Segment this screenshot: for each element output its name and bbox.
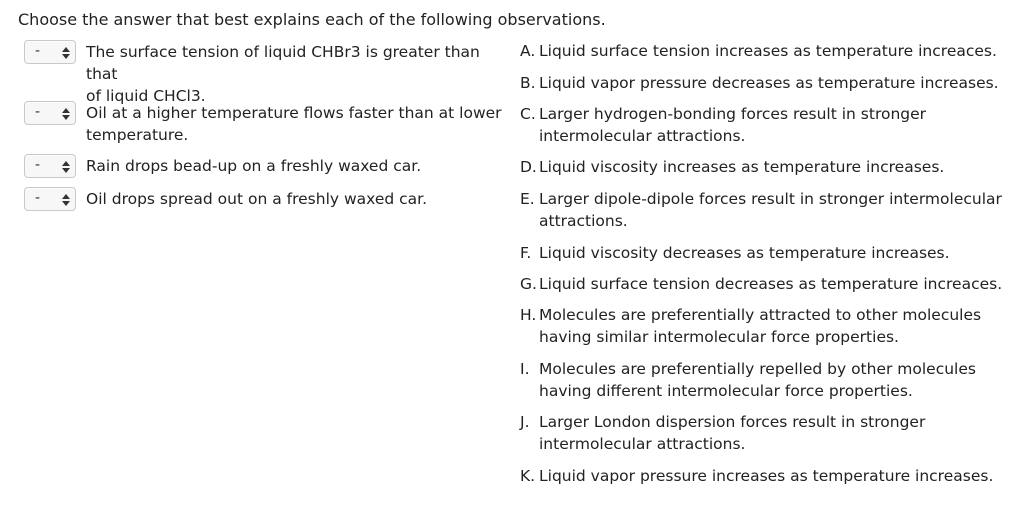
- answer-line: Liquid surface tension increases as temperature increaces.: [539, 42, 997, 60]
- question-text-1: [86, 41, 506, 107]
- answer-line: Liquid viscosity decreases as temperature increases.: [539, 244, 950, 262]
- question-line: Oil at a higher temperature flows faster than at lower: [86, 104, 502, 122]
- answer-line: Liquid surface tension decreases as temperature increaces.: [539, 275, 1003, 293]
- answer-line: intermolecular attractions.: [539, 127, 746, 145]
- select-value: -: [35, 190, 41, 206]
- up-down-arrows-icon: [62, 47, 70, 59]
- answer-letter: I.: [520, 360, 530, 378]
- answer-line: Molecules are preferentially attracted to other molecules: [539, 306, 982, 324]
- answer-line: having similar intermolecular force properties.: [539, 328, 899, 346]
- answer-line: intermolecular attractions.: [539, 435, 746, 453]
- answer-letter: K.: [520, 467, 536, 485]
- question-text-4: [86, 188, 506, 210]
- answer-line: Larger London dispersion forces result in stronger: [539, 413, 926, 431]
- answer-select-2[interactable]: [24, 101, 76, 125]
- answer-line: Larger hydrogen-bonding forces result in stronger: [539, 105, 927, 123]
- question-line: Oil drops spread out on a freshly waxed car.: [86, 190, 428, 208]
- answer-letter: G.: [520, 275, 537, 293]
- answer-letter: B.: [520, 74, 536, 92]
- answer-line: Larger dipole-dipole forces result in stronger intermolecular: [539, 190, 1002, 208]
- answer-select-3[interactable]: [24, 154, 76, 178]
- question-text-3: [86, 155, 506, 177]
- question-line: temperature.: [86, 126, 189, 144]
- up-down-arrows-icon: [62, 194, 70, 206]
- answer-letter: J.: [520, 413, 530, 431]
- answer-line: Liquid vapor pressure increases as temperature increases.: [539, 467, 994, 485]
- answer-line: Liquid viscosity increases as temperature increases.: [539, 158, 945, 176]
- answer-letter: D.: [520, 158, 537, 176]
- answer-line: attractions.: [539, 212, 628, 230]
- up-down-arrows-icon: [62, 108, 70, 120]
- answer-letter: C.: [520, 105, 536, 123]
- select-value: -: [35, 104, 41, 120]
- up-down-arrows-icon: [62, 161, 70, 173]
- question-line: Rain drops bead-up on a freshly waxed car.: [86, 157, 422, 175]
- answer-select-1[interactable]: [24, 40, 76, 64]
- question-line: The surface tension of liquid CHBr3 is greater than that: [86, 43, 480, 83]
- answer-letter: E.: [520, 190, 535, 208]
- answer-letter: A.: [520, 42, 536, 60]
- answer-letter: H.: [520, 306, 537, 324]
- answer-line: having different intermolecular force properties.: [539, 382, 913, 400]
- question-line: of liquid CHCl3.: [86, 87, 206, 105]
- question-text-2: [86, 102, 506, 146]
- answer-letter: F.: [520, 244, 532, 262]
- select-value: -: [35, 43, 41, 59]
- answer-line: Molecules are preferentially repelled by other molecules: [539, 360, 976, 378]
- answer-line: Liquid vapor pressure decreases as temperature increases.: [539, 74, 999, 92]
- select-value: -: [35, 157, 41, 173]
- instruction-text: Choose the answer that best explains each of the following observations.: [18, 10, 606, 29]
- answer-select-4[interactable]: [24, 187, 76, 211]
